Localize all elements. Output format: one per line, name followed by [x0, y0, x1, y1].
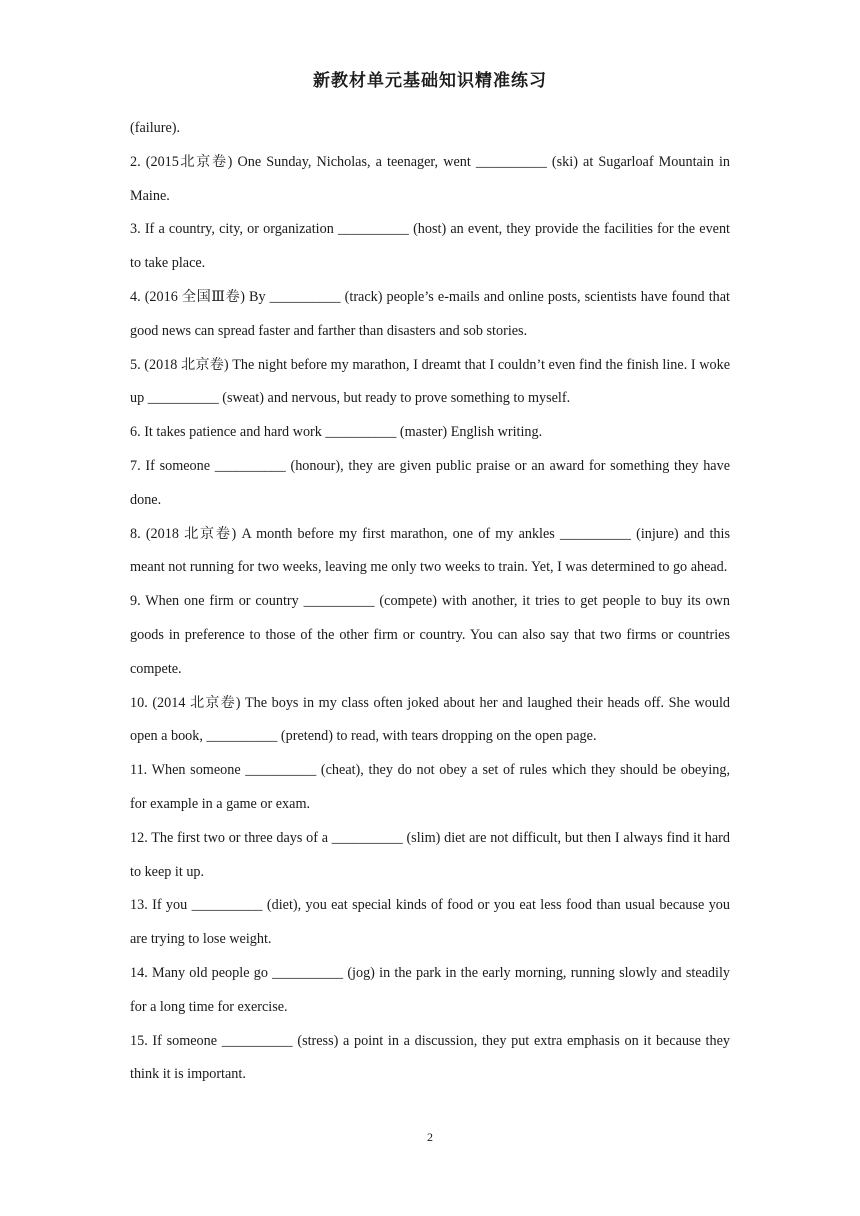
- exercise-item-9: 9. When one firm or country __________ (compete) with another, it tries to get people to buy its own goods in preference to those of the other firm or country. You can also say that two firms or countries compete.: [130, 593, 730, 677]
- exercise-list: [130, 112, 730, 1092]
- exercise-item-12: 12. The first two or three days of a __________ (slim) diet are not difficult, but then I always find it hard to keep it up.: [130, 829, 730, 880]
- exercise-item-11: 11. When someone __________ (cheat), they do not obey a set of rules which they should be obeying, for example in a game or exam.: [130, 762, 730, 812]
- exercise-item-15: 15. If someone __________ (stress) a point in a discussion, they put extra emphasis on it because they think it is important.: [130, 1032, 730, 1083]
- exercise-item-8: 8. (2018 北京卷) A month before my first marathon, one of my ankles __________ (injure) and this meant not running for two weeks, leaving me only two weeks to train. Yet, I was determined to go ahead.: [130, 525, 730, 576]
- exercise-item-14: 14. Many old people go __________ (jog) in the park in the early morning, running slowly and steadily for a long time for exercise.: [130, 964, 730, 1015]
- exercise-item-4: 4. (2016 全国Ⅲ卷) By __________ (track) people’s e-mails and online posts, scientists have found that good news can spread faster and farther than disasters and sob stories.: [130, 288, 730, 339]
- exercise-item-13: 13. If you __________ (diet), you eat special kinds of food or you eat less food than usual because you are trying to lose weight.: [130, 897, 730, 948]
- exercise-item-6: 6. It takes patience and hard work __________ (master) English writing.: [130, 424, 543, 441]
- exercise-item-7: 7. If someone __________ (honour), they are given public praise or an award for something they have done.: [130, 457, 730, 508]
- page-number: 2: [427, 1130, 433, 1144]
- exercise-item-5: 5. (2018 北京卷) The night before my marathon, I dreamt that I couldn’t even find the finish line. I woke up __________ (sweat) and nervous, but ready to prove something to myself.: [130, 356, 730, 407]
- page-title: 新教材单元基础知识精准练习: [313, 71, 547, 91]
- exercise-item-2: 2. (2015北京卷) One Sunday, Nicholas, a teenager, went __________ (ski) at Sugarloaf Mountain in Maine.: [130, 153, 730, 204]
- exercise-item-3: 3. If a country, city, or organization __________ (host) an event, they provide the facilities for the event to take place.: [130, 221, 730, 272]
- exercise-item-10: 10. (2014 北京卷) The boys in my class often joked about her and laughed their heads off. She would open a book, __________ (pretend) to read, with tears dropping on the open page.: [130, 694, 730, 745]
- exercise-item-1-continuation: (failure).: [130, 120, 181, 136]
